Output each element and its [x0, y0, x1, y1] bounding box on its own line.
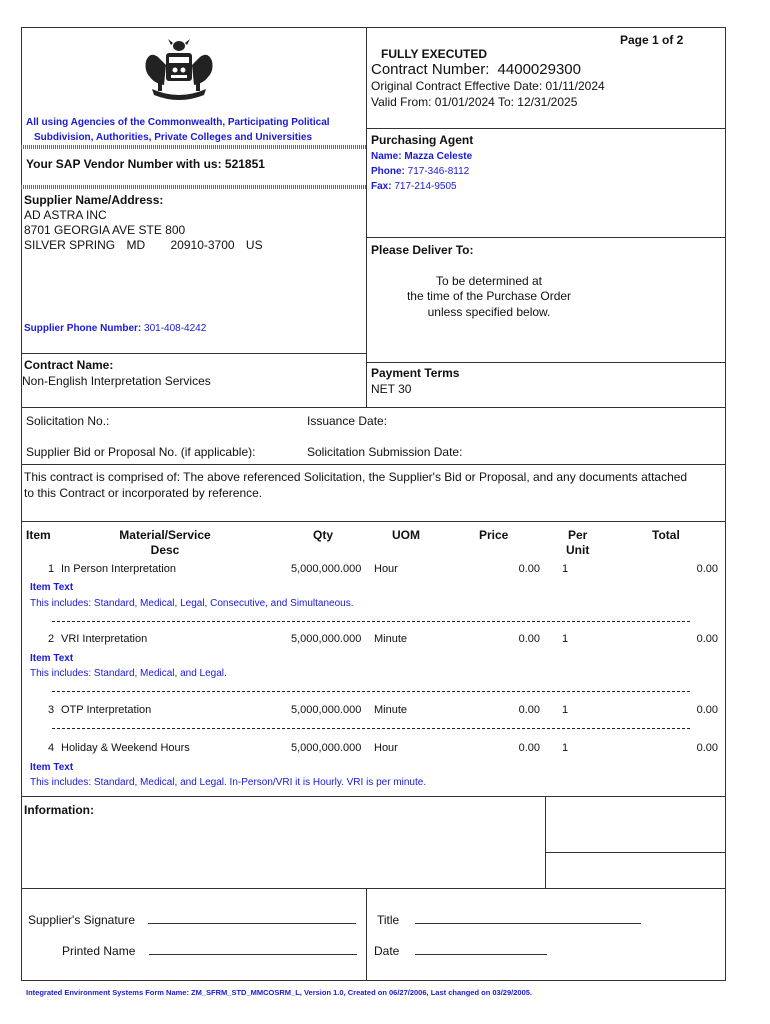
- row-4-per: 1: [562, 742, 569, 754]
- header-total: Total: [652, 528, 680, 542]
- form-footer: Integrated Environment Systems Form Name: ZM_SFRM_STD_MMCOSRM_L, Version 1.0, Created on 06/27/2006, Last changed on 03/29/2005.: [26, 988, 532, 997]
- signature-divider: [366, 888, 367, 980]
- divider-information-top: [21, 796, 726, 797]
- divider-contract-name-top: [21, 353, 366, 354]
- title-label: Title: [377, 913, 400, 927]
- row-3-per: 1: [562, 704, 569, 716]
- contract-number-label: Contract Number:: [371, 61, 490, 78]
- col-divider-upper: [366, 27, 367, 407]
- header-per-1: Per: [568, 528, 588, 542]
- deliver-line-2: the time of the Purchase Order: [406, 289, 572, 303]
- row-2-qty: 5,000,000.000: [291, 633, 362, 645]
- row-4-no: 4: [48, 742, 55, 754]
- row-1-separator: [52, 621, 690, 622]
- row-1-qty: 5,000,000.000: [291, 563, 362, 575]
- contract-number-line: [371, 61, 581, 78]
- date-label: Date: [374, 944, 400, 958]
- supplier-city-line: [24, 238, 263, 252]
- header-item: Item: [26, 528, 51, 542]
- agent-phone: 717-346-8112: [407, 166, 470, 177]
- row-4-uom: Hour: [374, 742, 398, 754]
- row-1-no: 1: [48, 563, 55, 575]
- row-4-qty: 5,000,000.000: [291, 742, 362, 754]
- header-desc-1: Material/Service: [119, 528, 211, 542]
- supplier-zip: 20910-3700: [170, 238, 235, 252]
- printed-name-field[interactable]: [149, 942, 357, 955]
- printed-name-row: [62, 942, 357, 958]
- row-3-no: 3: [48, 704, 55, 716]
- header-price: Price: [479, 528, 509, 542]
- supplier-name: AD ASTRA INC: [24, 208, 107, 222]
- agent-fax-label: Fax:: [371, 181, 392, 192]
- agent-phone-line: [371, 166, 469, 177]
- effective-date: Original Contract Effective Date: 01/11/2024: [371, 79, 605, 93]
- supplier-state: MD: [126, 238, 146, 252]
- divider-agent-top: [366, 128, 726, 129]
- row-1-per: 1: [562, 563, 569, 575]
- agent-phone-label: Phone:: [371, 166, 405, 177]
- date-field[interactable]: [415, 942, 547, 955]
- row-1-price: 0.00: [518, 563, 540, 575]
- supplier-phone-label: Supplier Phone Number:: [24, 323, 142, 334]
- divider-payment-top: [366, 362, 726, 363]
- deliver-heading: Please Deliver To:: [371, 243, 474, 257]
- row-3-qty: 5,000,000.000: [291, 704, 362, 716]
- contract-name-value: Non-English Interpretation Services: [22, 374, 211, 388]
- agent-fax: 717-214-9505: [394, 181, 457, 192]
- frame-bottom: [21, 980, 726, 981]
- comprised-line-2: to this Contract or incorporated by reference.: [24, 486, 263, 500]
- frame-top: [21, 27, 726, 28]
- frame-right: [725, 27, 726, 981]
- row-1-uom: Hour: [374, 563, 398, 575]
- comprised-line-1: This contract is comprised of: The above referenced Solicitation, the Supplier's Bid or Proposal, and any documents attached: [24, 470, 688, 484]
- bid-proposal-label: Supplier Bid or Proposal No. (if applicable):: [26, 445, 256, 459]
- page-number: Page 1 of 2: [620, 33, 684, 47]
- row-4-desc: Holiday & Weekend Hours: [61, 742, 190, 754]
- divider-comprised-top: [21, 464, 726, 465]
- supplier-street: 8701 GEORGIA AVE STE 800: [24, 223, 186, 237]
- row-3-total: 0.00: [696, 704, 718, 716]
- supplier-country: US: [245, 238, 263, 252]
- deliver-line-1: To be determined at: [435, 274, 543, 288]
- divider-deliver-top: [366, 237, 726, 238]
- agent-heading: Purchasing Agent: [371, 133, 474, 147]
- header-uom: UOM: [392, 528, 420, 542]
- row-2-price: 0.00: [518, 633, 540, 645]
- title-field[interactable]: [415, 911, 641, 924]
- payment-heading: Payment Terms: [371, 366, 460, 380]
- row-2-no: 2: [48, 633, 55, 645]
- submission-date-label: Solicitation Submission Date:: [307, 445, 463, 459]
- row-4-note: This includes: Standard, Medical, and Legal. In-Person/VRI it is Hourly. VRI is per minute.: [30, 777, 427, 788]
- divider-solicitation-top: [21, 407, 726, 408]
- contract-number: 4400029300: [497, 61, 581, 78]
- row-4-price: 0.00: [518, 742, 540, 754]
- row-4-item-text-label: Item Text: [30, 762, 74, 773]
- hatch-sap-bottom: [21, 185, 366, 189]
- agencies-line-1: All using Agencies of the Commonwealth, Participating Political: [26, 117, 330, 128]
- row-1-note: This includes: Standard, Medical, Legal, Consecutive, and Simultaneous.: [30, 598, 354, 609]
- supplier-signature-label: Supplier's Signature: [28, 913, 136, 927]
- row-3-uom: Minute: [374, 704, 408, 716]
- divider-table-top: [21, 521, 726, 522]
- row-3-separator: [52, 728, 690, 729]
- contract-name-heading: Contract Name:: [24, 358, 114, 372]
- date-row: [374, 942, 547, 958]
- header-desc-2: Desc: [150, 543, 180, 557]
- printed-name-label: Printed Name: [62, 944, 136, 958]
- supplier-signature-row: [28, 911, 356, 927]
- supplier-phone-line: [24, 323, 206, 334]
- supplier-phone: 301-408-4242: [144, 323, 207, 334]
- payment-value: NET 30: [371, 382, 412, 396]
- supplier-city: SILVER SPRING: [24, 238, 116, 252]
- supplier-signature-field[interactable]: [148, 911, 356, 924]
- row-2-uom: Minute: [374, 633, 408, 645]
- row-2-total: 0.00: [696, 633, 718, 645]
- agent-name-label: Name:: [371, 151, 402, 162]
- row-3-desc: OTP Interpretation: [61, 704, 152, 716]
- header-per-2: Unit: [566, 543, 590, 557]
- frame-left: [21, 27, 22, 981]
- valid-range: Valid From: 01/01/2024 To: 12/31/2025: [371, 95, 578, 109]
- sap-vendor-number: Your SAP Vendor Number with us: 521851: [26, 157, 265, 171]
- information-heading: Information:: [24, 803, 94, 817]
- title-row: [377, 911, 641, 927]
- deliver-line-3: unless specified below.: [427, 305, 551, 319]
- row-4-total: 0.00: [696, 742, 718, 754]
- row-1-desc: In Person Interpretation: [61, 563, 176, 575]
- supplier-heading: Supplier Name/Address:: [24, 193, 164, 207]
- agent-fax-line: [371, 181, 457, 192]
- issuance-date-label: Issuance Date:: [307, 414, 388, 428]
- solicitation-number-label: Solicitation No.:: [26, 414, 110, 428]
- agent-name-line: [371, 151, 472, 162]
- info-box-left: [545, 796, 546, 888]
- commonwealth-seal-icon: [140, 37, 218, 103]
- row-2-desc: VRI Interpretation: [61, 633, 148, 645]
- info-box-mid: [545, 852, 726, 853]
- divider-signature-top: [21, 888, 726, 889]
- row-1-total: 0.00: [696, 563, 718, 575]
- row-2-note: This includes: Standard, Medical, and Legal.: [30, 668, 227, 679]
- row-2-per: 1: [562, 633, 569, 645]
- row-2-separator: [52, 691, 690, 692]
- row-1-item-text-label: Item Text: [30, 582, 74, 593]
- contract-status: FULLY EXECUTED: [381, 47, 488, 61]
- row-2-item-text-label: Item Text: [30, 653, 74, 664]
- row-3-price: 0.00: [518, 704, 540, 716]
- header-qty: Qty: [313, 528, 334, 542]
- agencies-line-2: Subdivision, Authorities, Private Colleges and Universities: [34, 132, 313, 143]
- hatch-sap-top: [21, 145, 366, 149]
- agent-name: Mazza Celeste: [404, 151, 473, 162]
